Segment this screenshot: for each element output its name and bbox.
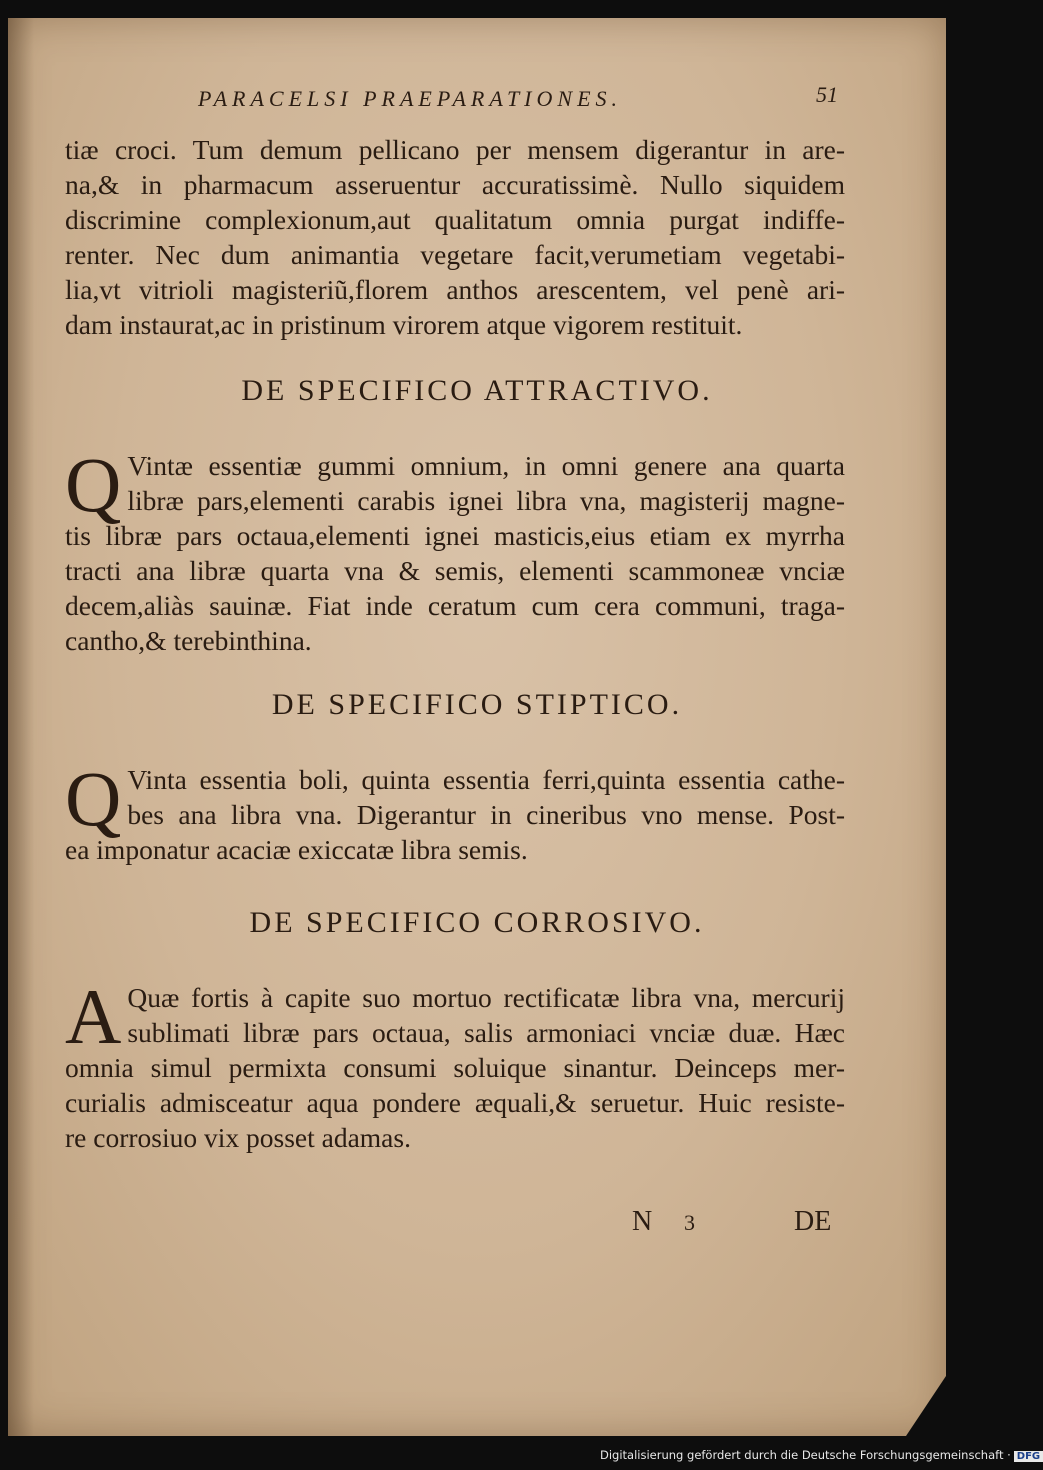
page-corner-fold xyxy=(906,1376,946,1436)
text-line: sublimati libræ pars octaua, salis armoniaci vnciæ duæ. Hæc xyxy=(127,1017,845,1048)
text-line: renter. Nec dum animantia vegetare facit,verumetiam vegetabi- xyxy=(65,239,845,270)
text-line: libræ pars,elementi carabis ignei libra vna, magisterij magne- xyxy=(127,485,845,516)
text-line: tis libræ pars octaua,elementi ignei masticis,eius etiam ex myrrha xyxy=(65,520,845,551)
text-line: re corrosiuo vix posset adamas. xyxy=(65,1122,411,1153)
text-line: bes ana libra vna. Digerantur in cineribus vno mense. Post- xyxy=(127,799,845,830)
text-line: omnia simul permixta consumi soluique sinantur. Deinceps mer- xyxy=(65,1052,845,1083)
text-line: Vintæ essentiæ gummi omnium, in omni genere ana quarta xyxy=(127,450,845,481)
text-line: cantho,& terebinthina. xyxy=(65,625,312,656)
section-paragraph-attractivo xyxy=(65,441,845,658)
text-line: tracti ana libræ quarta vna & semis, elementi scammoneæ vnciæ xyxy=(65,555,845,586)
text-line: curialis admisceatur aqua pondere æquali,& seruetur. Huic resiste- xyxy=(65,1087,845,1118)
text-line: tiæ croci. Tum demum pellicano per mensem digerantur in are- xyxy=(65,134,845,165)
text-line: decem,aliàs sauinæ. Fiat inde ceratum cum cera communi, traga- xyxy=(65,590,845,621)
signature-number: 3 xyxy=(684,1210,695,1235)
text-line: discrimine complexionum,aut qualitatum omnia purgat indiffe- xyxy=(65,204,845,235)
running-head: PARACELSI PRAEPARATIONES. xyxy=(198,86,623,111)
text-line: Quæ fortis à capite suo mortuo rectificatæ libra vna, mercurij xyxy=(127,982,845,1013)
drop-initial: A xyxy=(65,973,122,1060)
section-heading-attractivo: DE SPECIFICO ATTRACTIVO. xyxy=(241,374,713,407)
drop-initial: Q xyxy=(65,755,122,842)
signature-mark: N xyxy=(632,1206,653,1237)
book-page xyxy=(8,18,946,1436)
section-heading-corrosivo: DE SPECIFICO CORROSIVO. xyxy=(249,906,705,939)
drop-initial: Q xyxy=(65,441,122,528)
text-line: na,& in pharmacum asseruentur accuratissimè. Nullo siquidem xyxy=(65,169,845,200)
text-line: Vinta essentia boli, quinta essentia ferri,quinta essentia cathe- xyxy=(127,764,845,795)
dfg-logo: DFG xyxy=(1014,1451,1043,1462)
text-line: dam instaurat,ac in pristinum virorem atque vigorem restituit. xyxy=(65,309,743,340)
intro-paragraph xyxy=(65,132,845,342)
text-line: ea imponatur acaciæ exiccatæ libra semis. xyxy=(65,834,528,865)
folio-number: 51 xyxy=(816,82,838,107)
credit-text: Digitalisierung gefördert durch die Deutsche Forschungsgemeinschaft · xyxy=(600,1448,1011,1462)
section-heading-stiptico: DE SPECIFICO STIPTICO. xyxy=(271,688,683,721)
catchword: DE xyxy=(794,1206,832,1237)
text-line: lia,vt vitrioli magisteriũ,florem anthos arescentem, vel penè ari- xyxy=(65,274,845,305)
section-paragraph-stiptico xyxy=(65,755,845,867)
section-paragraph-corrosivo xyxy=(65,973,845,1155)
digitization-credit xyxy=(600,1448,1041,1466)
